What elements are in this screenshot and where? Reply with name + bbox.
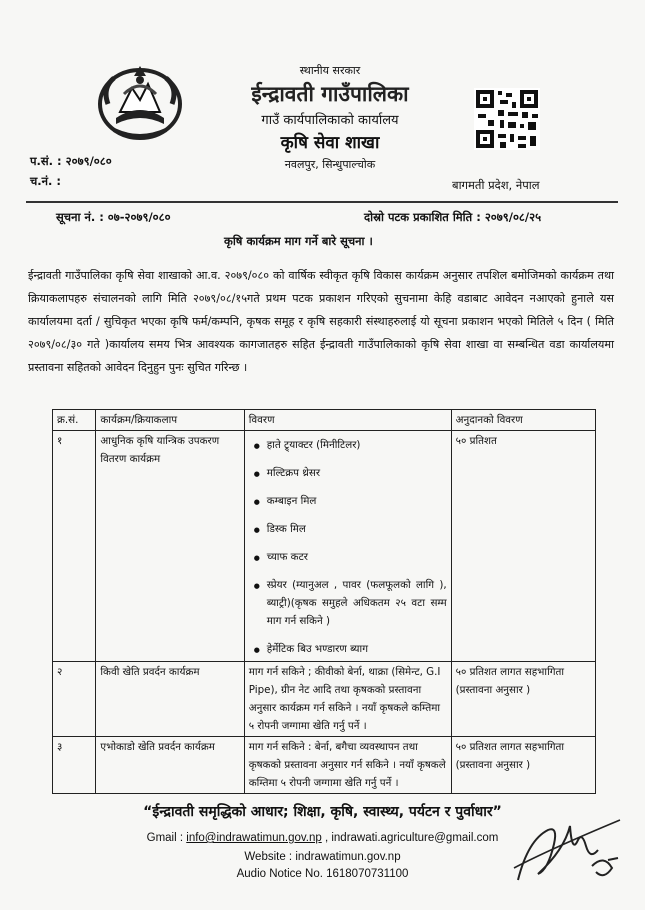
row-sn: ३ (53, 737, 96, 794)
list-item: ● च्याफ कटर (267, 548, 447, 566)
table-row (53, 662, 596, 737)
row-subsidy: ५० प्रतिशत लागत सहभागिता (प्रस्तावना अनुसार ) (451, 737, 595, 794)
section-name: कृषि सेवा शाखा (280, 133, 380, 153)
email-separator: , (321, 832, 332, 844)
email-link-info[interactable]: info@indrawatimun.gov.np (186, 832, 322, 844)
list-item: ● हेर्मेटिक बिउ भण्डारण ब्याग (267, 640, 447, 658)
list-item: ● स्प्रेयर (म्यानुअल , पावर (फलफूलको लागि ), ब्याट्री)(कृषक समुहले अधिकतम २५ वटा सम्म माग गर्न सकिने ) (267, 576, 447, 630)
chalani-number: च.नं. : (30, 174, 62, 188)
col-detail: विवरण (244, 410, 451, 431)
gmail-label: Gmail : (146, 832, 184, 844)
table-row (53, 431, 596, 662)
notice-subject: कृषि कार्यक्रम माग गर्ने बारे सूचना । (224, 234, 373, 248)
local-gov-label: स्थानीय सरकार (299, 64, 361, 77)
qr-code-icon (474, 88, 540, 150)
row-detail: माग गर्न सकिने : बेर्ना, बगैचा व्यवस्थापन तथा कृषकको प्रस्तावना अनुसार गर्न सकिने । नयाँ कृषकले कम्तिमा ५ रोपनी जग्गामा खेति गर्नु पर्ने । (244, 737, 451, 794)
footer-slogan: “ईन्द्रावती समृद्धिको आधार; शिक्षा, कृषि, स्वास्थ्य, पर्यटन र पुर्वाधार” (143, 804, 502, 820)
row-subsidy: ५० प्रतिशत (451, 431, 595, 662)
email-agriculture[interactable]: indrawati.agriculture@gmail.com (331, 832, 499, 844)
row-program: किवी खेति प्रवर्दन कार्यक्रम (96, 662, 244, 737)
row-detail (244, 431, 451, 662)
footer-website[interactable]: Website : indrawatimun.gov.np (244, 851, 401, 863)
table-header-row (53, 410, 596, 431)
header-divider (26, 201, 618, 203)
province-label: बागमती प्रदेश, नेपाल (452, 178, 540, 192)
row-sn: १ (53, 431, 96, 662)
notice-number: सूचना नं. : ०७-२०७९/०८० (56, 210, 171, 224)
published-date: दोस्रो पटक प्रकाशित मिति : २०७९/०८/२५ (364, 210, 542, 224)
list-item: ● मल्टिक्रप थ्रेसर (267, 464, 447, 482)
footer-audio-notice: Audio Notice No. 1618070731100 (236, 868, 409, 880)
col-subsidy: अनुदानको विवरण (451, 410, 595, 431)
table-row (53, 737, 596, 794)
row-program: आधुनिक कृषि यान्त्रिक उपकरण वितरण कार्यक्रम (96, 431, 244, 662)
list-item: ● डिस्क मिल (267, 520, 447, 538)
col-sn: क्र.सं. (53, 410, 96, 431)
patra-sankhya: प.सं. : २०७९/०८० (30, 154, 112, 168)
signature-icon (508, 810, 626, 888)
office-address: नवलपुर, सिन्धुपाल्चोक (284, 158, 376, 171)
office-name: गाउँ कार्यपालिकाको कार्यालय (261, 113, 399, 128)
row-subsidy: ५० प्रतिशत लागत सहभागिता (प्रस्तावना अनुसार ) (451, 662, 595, 737)
list-item: ● हाते ट्र्याक्टर (मिनीटिलर) (267, 436, 447, 454)
row-detail: माग गर्न सकिने ; कीवीको बेर्ना, थाक्रा (सिमेन्ट, G.I Pipe), ग्रीन नेट आदि तथा कृषकको प्रस्तावना अनुसार कार्यक्रम गर्न सकिने । नयाँ कृषकले कम्तिमा ५ रोपनी जग्गामा खेति गर्नु पर्ने । (244, 662, 451, 737)
notice-body: ईन्द्रावती गाउँपालिका कृषि सेवा शाखाको आ.व. २०७९/०८० को वार्षिक स्वीकृत कृषि विकास कार्यक्रम अनुसार तपशिल बमोजिमको कार्यक्रम तथा क्रियाकलापहरु संचालनको लागि मिति २०७९/०८/१५गते प्रथम पटक प्रकाशन गरिएको सुचनामा केहि वडाबाट आवेदन नआएको हुनाले यस कार्यालयमा दर्ता / सुचिकृत भएका कृषि फर्म/कम्पनि, कृषक समूह र कृषि सहकारी संस्थाहरुलाई यो सूचना प्रकाशन भएको मितिले ५ दिन ( मिति २०७९/०८/३० गते )कार्यालय समय भित्र आवश्यक कागजातहरु सहित ईन्द्रावती गाउँपालिकाको कृषि सेवा शाखा वा सम्बन्धित वडा कार्यालयमा प्रस्तावना सहितको आवेदन दिनुहुन पुनः सुचित गरिन्छ । (28, 269, 614, 374)
municipality-name: ईन्द्रावती गाउँपालिका (251, 82, 409, 106)
list-item: ● कम्बाइन मिल (267, 492, 447, 510)
row-program: एभोकाडो खेति प्रवर्दन कार्यक्रम (96, 737, 244, 794)
col-program: कार्यक्रम/क्रियाकलाप (96, 410, 244, 431)
program-table (52, 409, 596, 794)
row-sn: २ (53, 662, 96, 737)
